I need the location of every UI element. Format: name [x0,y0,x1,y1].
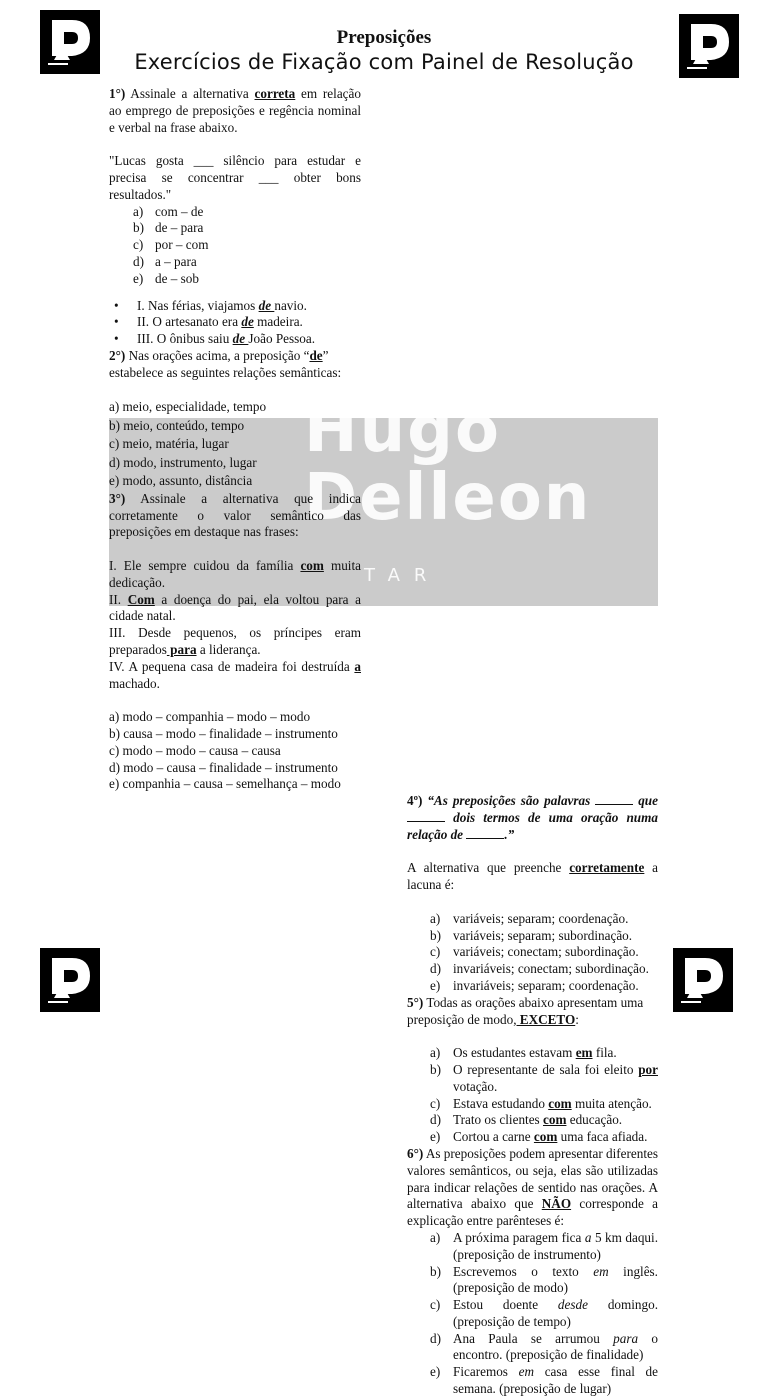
option-letter: e) [430,1129,441,1145]
q5-option-a[interactable] [407,1045,658,1062]
blank-line [466,827,504,839]
q5-option-e[interactable] [407,1129,658,1146]
option-letter: c) [133,237,144,253]
q1-options [109,204,361,288]
bullet-text: II. O artesanato era [137,314,242,330]
bullet-item [109,298,361,315]
option-text: 5 km daqui. (preposição de instrumento) [453,1229,658,1262]
q4-text: dois termos de uma oração numa relação de [407,809,658,842]
q3-option-e[interactable]: e) companhia – causa – semelhança – modo [109,776,341,792]
option-text: Escrevemos o texto [453,1263,594,1279]
option-text: a – para [155,253,197,269]
q1-option-d[interactable] [109,254,361,271]
q6-text: As preposições podem apresentar diferentes valores semânticos, ou seja, elas são utilizadas para indicar relações de sentido nas orações. A alternativa abaixo que [407,1145,658,1212]
q4-text: “As preposições são palavras [422,793,596,809]
question-5 [407,995,658,1029]
option-letter: a) [133,203,144,219]
option-letter: b) [430,1263,441,1279]
q1-number: 1°) [109,86,126,101]
q1-text-a: Assinale a alternativa [125,86,255,101]
option-emphasis: a [584,1229,592,1245]
watermark-line1: Hugo [304,393,501,467]
watermark-line3: TAR [364,565,441,586]
q5-option-b[interactable] [407,1062,658,1096]
q3-item-text: muita dedicação. [109,558,361,590]
question-4 [407,793,658,843]
option-text: muita atenção. [571,1095,652,1111]
q6-option-c[interactable] [407,1297,658,1331]
pen-nib-shield-icon [677,952,729,1008]
bullet-text: navio. [274,297,307,313]
q2-number: 2°) [109,347,126,363]
bullet-text: João Pessoa. [248,331,316,347]
q3-item [109,659,361,693]
q3-item-emphasis: Com [127,591,155,607]
bullet-emphasis: de [232,331,249,347]
q2-option-a[interactable]: a) meio, especialidade, tempo [109,399,267,415]
page-subtitle: Exercícios de Fixação com Painel de Resolução [134,50,634,74]
option-letter: d) [430,961,441,977]
watermark-line2: Delleon [304,461,592,535]
bullet-item [109,314,361,331]
q3-number: 3°) [109,490,126,506]
option-emphasis: em [593,1263,609,1279]
option-text: casa esse final de semana. (preposição de lugar) [453,1364,659,1397]
question-3 [109,491,361,541]
option-letter: b) [133,220,144,236]
question-1 [109,86,361,136]
option-emphasis: com [543,1112,567,1128]
q4-stem-text: A alternativa que preenche [407,860,570,876]
option-letter: e) [133,270,144,286]
logo-bottom-right [673,948,733,1012]
q3-item [109,558,361,592]
q3-option-c[interactable]: c) modo – modo – causa – causa [109,742,281,758]
option-text: uma faca afiada. [557,1129,648,1145]
bullet-text: madeira. [253,314,303,330]
option-text: por – com [155,237,209,253]
option-emphasis: com [533,1129,558,1145]
bullet-icon: • [114,314,119,330]
option-letter: a) [430,1045,441,1061]
pen-nib-shield-icon [44,952,96,1008]
option-letter: c) [430,1297,441,1313]
q6-number: 6°) [407,1145,424,1161]
q4-options [407,911,658,995]
q2-text-a: Nas orações acima, a preposição “ [125,347,310,363]
option-letter: e) [430,977,441,993]
bullet-text: III. O ônibus saiu [137,331,233,347]
q4-option-c[interactable] [407,944,658,961]
q4-option-e[interactable] [407,978,658,995]
q3-item [109,625,361,659]
q5-options [407,1045,658,1146]
q3-option-b[interactable]: b) causa – modo – finalidade – instrumento [109,726,338,741]
option-text: Cortou a carne [453,1129,534,1145]
option-text: com – de [155,203,204,219]
option-emphasis: desde [557,1297,588,1313]
option-text: Estou doente [453,1297,558,1313]
option-text: variáveis; separam; subordinação. [453,927,633,943]
option-letter: c) [430,944,441,960]
q6-emphasis: NÃO [541,1196,572,1212]
option-text: o encontro. (preposição de finalidade) [453,1330,658,1363]
q4-stem-emphasis: corretamente [569,860,645,876]
option-text: domingo. (preposição de tempo) [453,1297,658,1329]
option-text: Ana Paula se arrumou [453,1330,614,1346]
left-column [109,86,361,793]
q3-item-emphasis: com [300,558,324,574]
q4-text: .” [504,826,515,842]
question-6 [407,1146,658,1230]
q3-text: Assinale a alternativa que indica corretamente o valor semântico das preposições em destaque nas frases: [109,490,361,540]
q5-option-d[interactable] [407,1112,658,1129]
option-letter: d) [430,1330,441,1346]
bullet-item [109,331,361,348]
q4-stem-text: a lacuna é: [407,860,658,893]
option-letter: b) [430,1061,441,1077]
option-text: de – para [155,220,204,236]
q3-item-emphasis: para [166,642,197,658]
q2-option-e[interactable]: e) modo, assunto, distância [109,473,253,489]
logo-bottom-left [40,948,100,1012]
q2-option-b[interactable]: b) meio, conteúdo, tempo [109,417,245,433]
option-text: invariáveis; separam; coordenação. [453,977,639,993]
q4-option-b[interactable] [407,928,658,945]
q1-option-a[interactable] [109,204,361,221]
q6-option-e[interactable] [407,1364,658,1398]
option-text: Ficaremos [453,1364,519,1380]
option-emphasis: por [638,1061,658,1077]
q4-option-d[interactable] [407,961,658,978]
q1-text-b: em relação ao emprego de preposições e regência nominal e verbal na frase abaixo. [109,86,361,135]
blank-line [595,793,633,805]
q4-number: 4º) [407,793,423,809]
option-text: O representante de sala foi eleito [453,1061,639,1077]
option-emphasis: em [518,1364,535,1380]
q2-option-d[interactable]: d) modo, instrumento, lugar [109,454,257,470]
q3-option-a[interactable]: a) modo – companhia – modo – modo [109,709,311,725]
option-text: votação. [453,1078,498,1094]
q3-option-d[interactable]: d) modo – causa – finalidade – instrumento [109,759,338,775]
q1-emphasis: correta [254,86,296,101]
q1-option-c[interactable] [109,237,361,254]
option-emphasis: em [575,1045,593,1061]
option-text: Os estudantes estavam [453,1045,576,1061]
q5-text: : [575,1011,579,1027]
q5-emphasis: EXCETO [516,1011,576,1027]
q5-text: Todas as orações abaixo apresentam uma preposição de modo, [407,994,644,1027]
bullet-icon: • [114,297,119,313]
q4-stem [407,860,658,894]
q1-option-b[interactable] [109,220,361,237]
q3-item-emphasis: a [354,658,361,674]
option-text: variáveis; separam; coordenação. [453,910,629,926]
bullet-emphasis: de [258,297,275,313]
q2-options [109,398,361,491]
option-text: Estava estudando [453,1095,549,1111]
q2-emphasis: de [309,347,323,363]
q2-text-b: ” estabelece as seguintes relações semânticas: [109,347,342,380]
q6-option-d[interactable] [407,1331,658,1365]
q1-quote: "Lucas gosta ___ silêncio para estudar e precisa se concentrar ___ obter bons resultados." [109,153,361,202]
bullet-emphasis: de [241,314,254,330]
option-letter: e) [430,1364,441,1380]
right-column [407,793,658,1398]
option-text: invariáveis; conectam; subordinação. [453,961,649,977]
q5-number: 5°) [407,994,424,1010]
bullet-text: I. Nas férias, viajamos [137,297,259,313]
q3-item-text: a doença do pai, ela voltou para a cidade natal. [109,591,361,624]
sentence-bullets [109,298,361,348]
page-title: Preposições [336,27,432,48]
option-emphasis: para [613,1330,639,1346]
q4-text: que [633,793,658,809]
q6-option-b[interactable] [407,1264,658,1298]
option-text: educação. [566,1112,623,1128]
bullet-icon: • [114,331,119,347]
q1-option-e[interactable] [109,271,361,288]
q5-option-c[interactable] [407,1096,658,1113]
q3-item-text: III. Desde pequenos, os príncipes eram preparados [109,625,361,658]
option-letter: d) [133,253,144,269]
option-text: A próxima paragem fica [453,1229,585,1245]
option-text: de – sob [155,270,199,286]
q3-item-text: machado. [109,675,160,691]
q3-item-text: IV. A pequena casa de madeira foi destruída [109,658,355,674]
blank-line [407,810,445,822]
option-text: fila. [592,1045,617,1061]
q3-item-text: II. [109,591,128,607]
q3-item [109,592,361,626]
q6-text: corresponde a explicação entre parênteses é: [407,1196,659,1229]
option-letter: d) [430,1112,441,1128]
q2-option-c[interactable]: c) meio, matéria, lugar [109,436,229,452]
option-text: Trato os clientes [453,1112,543,1128]
q6-option-a[interactable] [407,1230,658,1264]
option-text: variáveis; conectam; subordinação. [453,944,639,960]
option-emphasis: com [548,1095,572,1111]
option-letter: c) [430,1095,441,1111]
q6-options [407,1230,658,1398]
option-letter: a) [430,1229,441,1245]
q3-item-text: I. Ele sempre cuidou da família [109,558,301,574]
option-text: inglês. (preposição de modo) [453,1263,658,1296]
question-2 [109,348,361,382]
q4-option-a[interactable] [407,911,658,928]
q3-item-text: a liderança. [196,642,261,658]
option-letter: a) [430,910,441,926]
option-letter: b) [430,927,441,943]
